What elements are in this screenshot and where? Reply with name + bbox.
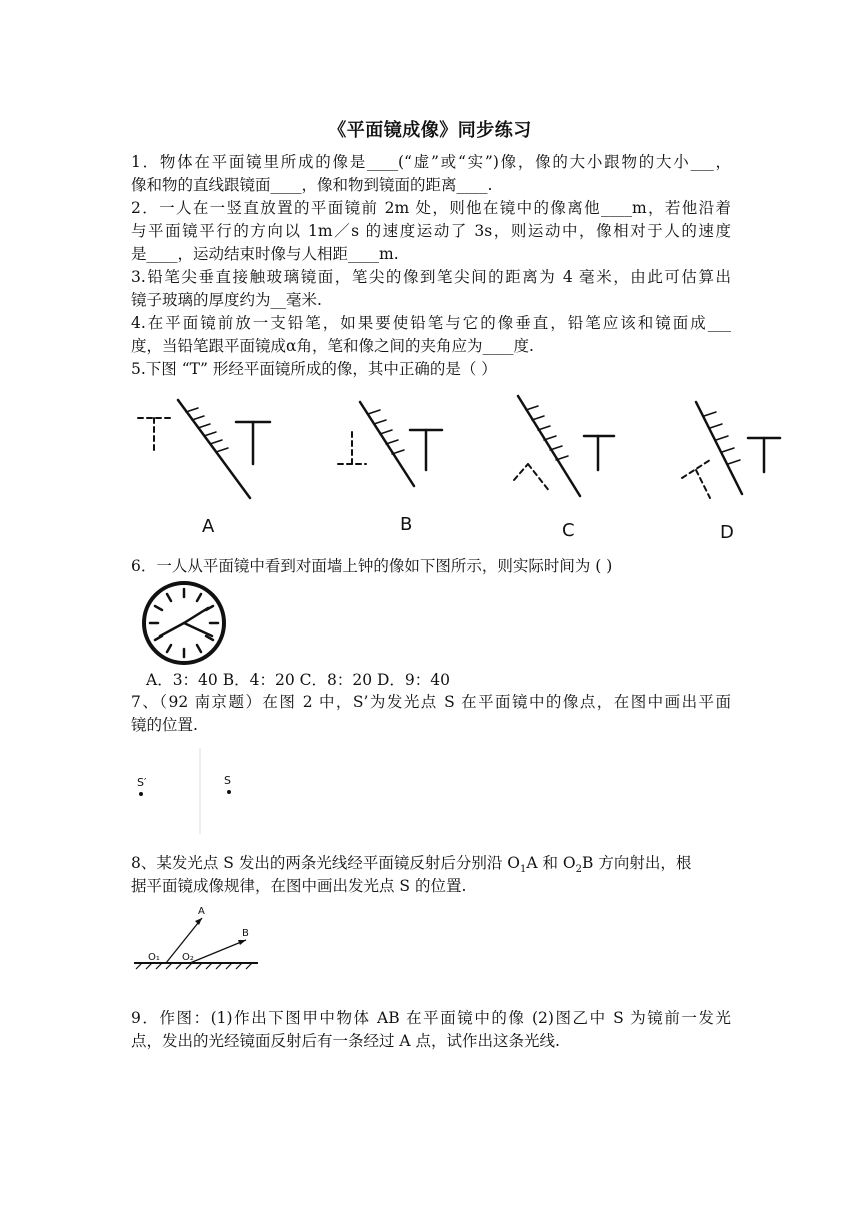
ray-label-b: B [242,928,249,939]
s-label: S [224,774,231,787]
page-title: 《平面镜成像》同步练习 [328,120,532,141]
question-2-line-2: 与平面镜平行的方向以 1m／s 的速度运动了 3s，则运动中，像相对于人的速度 [131,222,731,240]
question-1-line-2: 像和物的直线跟镜面____，像和物到镜面的距离____. [131,176,493,194]
mirrored-clock-figure [136,580,232,668]
point-label-o1: O₁ [148,952,160,963]
question-3-line-1: 3.铅笔尖垂直接触玻璃镜面，笔尖的像到笔尖间的距离为 4 毫米，由此可估算出 [131,268,731,286]
question-6-line-1: 6．一人从平面镜中看到对面墙上钟的像如下图所示，则实际时间为 ( ) [131,557,613,575]
reflected-rays-figure [132,902,262,972]
question-2-line-1: 2．一人在一竖直放置的平面镜前 2m 处，则他在镜中的像离他____m，若他沿着 [131,199,731,217]
option-a-label: A [202,516,215,537]
question-7-line-2: 镜的位置. [131,716,198,734]
question-1-line-1: 1．物体在平面镜里所成的像是____(“虚”或“实”)像，像的大小跟物的大小___， [131,153,731,171]
question-5-line-1: 5.下图 “T” 形经平面镜所成的像，其中正确的是（ ） [131,360,497,378]
subscript-1: 1 [519,864,527,876]
point-label-o2: O₂ [182,952,194,963]
ray-label-a: A [198,906,205,917]
option-b-label: B [400,514,413,535]
image-point-figure [132,740,262,840]
question-2-line-3: 是____，运动结束时像与人相距____m. [131,245,399,263]
question-6-options: A．3：40 B．4：20 C．8：20 D．9：40 [146,671,450,689]
option-c-label: C [562,520,575,541]
option-d-figure [682,402,780,543]
question-8-text-c: B 方向射出，根 [582,854,692,872]
option-a-figure [138,400,270,537]
question-7-line-1: 7、（92 南京题）在图 2 中，S’为发光点 S 在平面镜中的像点，在图中画出平面 [131,693,731,711]
option-c-figure [514,396,614,541]
question-8-text-a: 8、某发光点 S 发出的两条光线经平面镜反射后分别沿 O [131,854,520,872]
question-4-line-2: 度，当铅笔跟平面镜成α角，笔和像之间的夹角应为____度. [131,337,534,355]
question-9-line-2: 点，发出的光经镜面反射后有一条经过 A 点，试作出这条光线. [131,1032,560,1050]
subscript-2: 2 [575,864,582,876]
t-shape-mirror-figure [130,388,790,548]
option-d-label: D [720,522,734,543]
question-8-text-b: A 和 O [526,854,576,872]
question-8-line-2: 据平面镜成像规律，在图中画出发光点 S 的位置. [131,877,467,895]
question-4-line-1: 4.在平面镜前放一支铅笔，如果要使铅笔与它的像垂直，铅笔应该和镜面成___ [131,314,731,332]
option-b-figure [338,402,442,535]
question-3-line-2: 镜子玻璃的厚度约为__毫米. [131,291,322,309]
s-prime-label: S′ [137,776,147,789]
question-9-line-1: 9．作图：(1)作出下图甲中物体 AB 在平面镜中的像 (2)图乙中 S 为镜前一发光 [131,1009,731,1027]
